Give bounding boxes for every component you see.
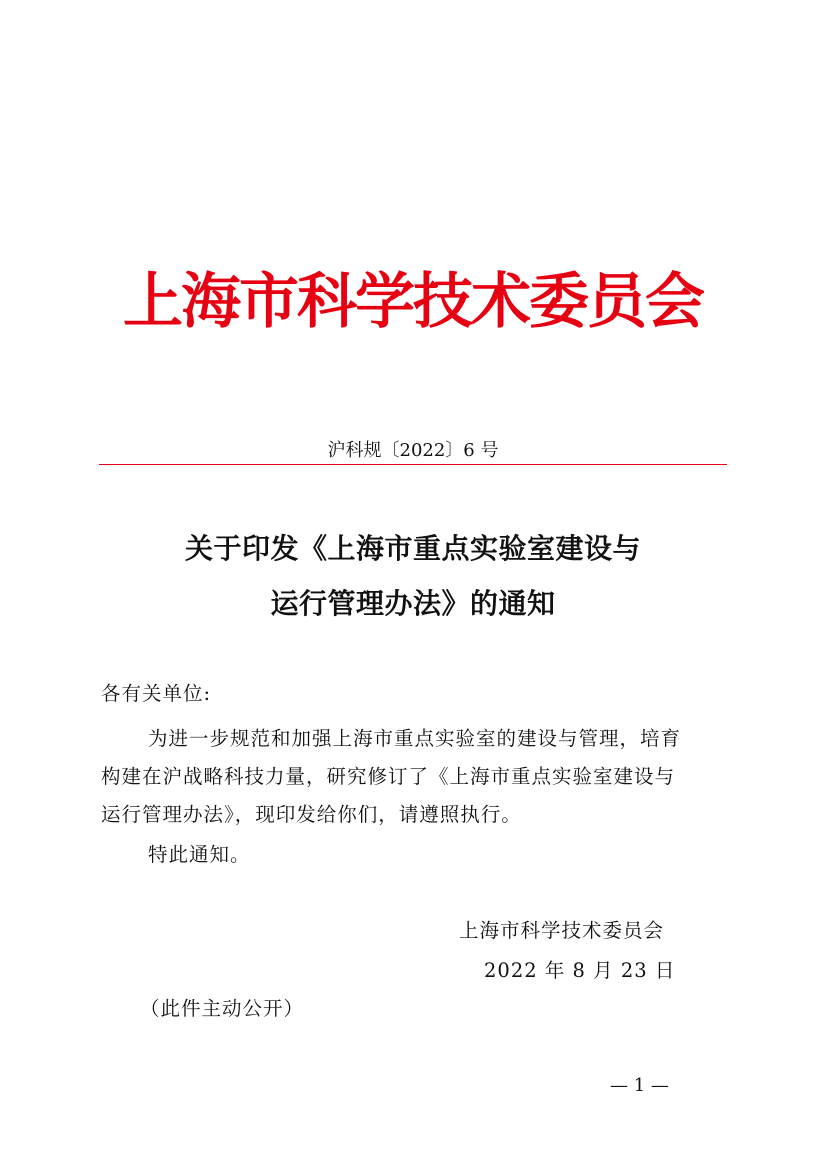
masthead: 上海市科学技术委员会 [123, 267, 703, 337]
signature-date: 2022 年 8 月 23 日 [484, 959, 676, 982]
document-title-line-2: 运行管理办法》的通知 [270, 587, 556, 620]
closing-line: 特此通知。 [148, 843, 251, 866]
salutation: 各有关单位: [101, 682, 212, 705]
body-line: 为进一步规范和加强上海市重点实验室的建设与管理，培育 [148, 727, 682, 750]
page-number: — 1 — [610, 1075, 669, 1096]
document-number: 沪科规〔2022〕6 号 [327, 440, 499, 461]
red-divider-line [99, 464, 727, 465]
body-line: 运行管理办法》，现印发给你们，请遵照执行。 [101, 803, 522, 826]
body-line: 构建在沪战略科技力量，研究修订了《上海市重点实验室建设与 [101, 765, 676, 788]
document-title-line-1: 关于印发《上海市重点实验室建设与 [184, 532, 641, 565]
disclosure-note: （此件主动公开） [140, 997, 305, 1020]
signature-organization: 上海市科学技术委员会 [459, 919, 665, 942]
